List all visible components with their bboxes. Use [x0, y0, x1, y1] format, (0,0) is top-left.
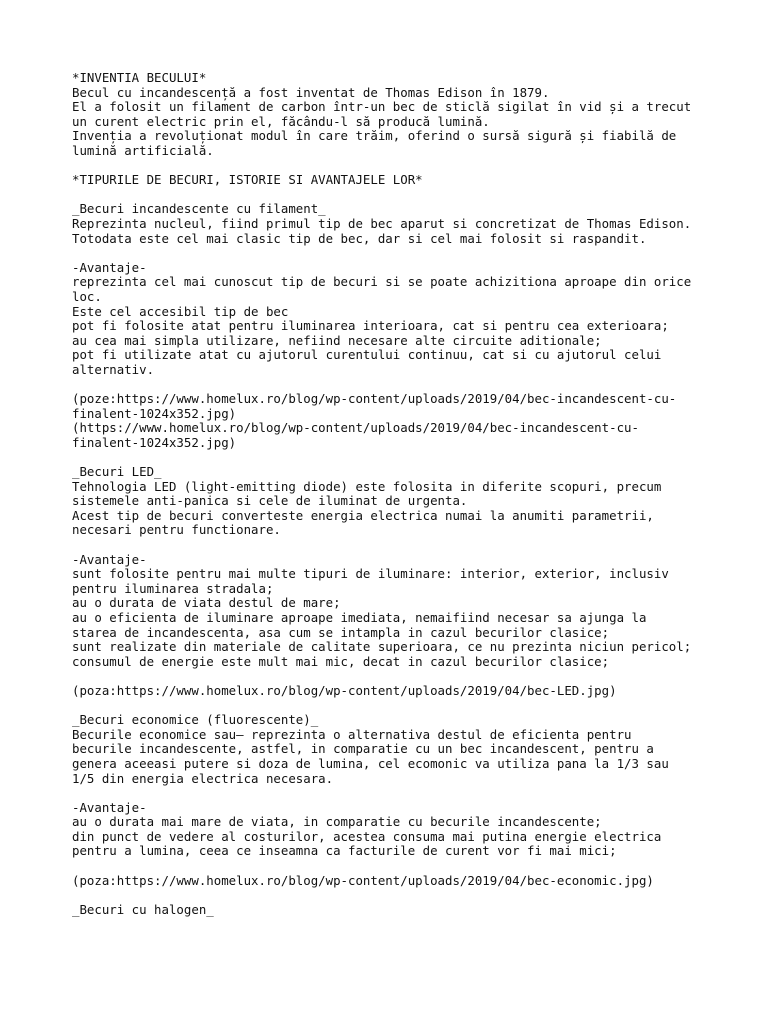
blank-line — [72, 888, 702, 903]
text-line: sunt folosite pentru mai multe tipuri de iluminare: interior, exterior, inclusiv — [72, 566, 669, 582]
blank-line — [72, 377, 702, 392]
text-line: sistemele anti-panica si cele de iluminat de urgenta. — [72, 493, 468, 509]
text-line: alternativ. — [72, 361, 155, 377]
text-line: sunt realizate din materiale de calitate superioara, ce nu prezinta niciun pericol; — [72, 639, 692, 655]
text-line: (https://www.homelux.ro/blog/wp-content/uploads/2019/04/bec-incandescent-cu- — [72, 420, 639, 436]
text-line: *INVENTIA BECULUI* — [72, 70, 207, 85]
blank-line — [72, 786, 702, 801]
blank-line — [72, 859, 702, 874]
text-line: pot fi folosite atat pentru iluminarea interioara, cat si pentru cea exterioara; — [72, 318, 669, 334]
text-line: (poze:https://www.homelux.ro/blog/wp-content/uploads/2019/04/bec-incandescent-cu- — [72, 391, 677, 407]
text-line: (poza:https://www.homelux.ro/blog/wp-content/uploads/2019/04/bec-economic.jpg) — [72, 872, 654, 888]
text-line: pentru a lumina, ceea ce inseamna ca facturile de curent vor fi mai mici; — [72, 843, 617, 859]
text-line: necesari pentru functionare. — [72, 522, 281, 538]
text-line: (poza:https://www.homelux.ro/blog/wp-content/uploads/2019/04/bec-LED.jpg) — [72, 682, 617, 698]
blank-line — [72, 450, 702, 465]
text-line: Becurile economice sau– reprezinta o alternativa destul de eficienta pentru — [72, 726, 632, 742]
text-line: _Becuri incandescente cu filament_ — [72, 201, 326, 217]
text-line: Totodata este cel mai clasic tip de bec, dar si cel mai folosit si raspandit. — [72, 230, 647, 246]
text-line: -Avantaje- — [72, 551, 147, 567]
text-line: Este cel accesibil tip de bec — [72, 303, 289, 319]
blank-line — [72, 669, 702, 684]
text-line: reprezinta cel mai cunoscut tip de becuri si se poate achizitiona aproape din orice — [72, 274, 692, 290]
text-line: _Becuri cu halogen_ — [72, 901, 214, 917]
text-line: finalent-1024x352.jpg) — [72, 405, 237, 421]
text-line: din punct de vedere al costurilor, acestea consuma mai putina energie electrica — [72, 828, 662, 844]
text-line: starea de incandescenta, asa cum se intampla in cazul becurilor clasice; — [72, 624, 610, 640]
blank-line — [72, 188, 702, 203]
text-line: becurile incandescente, astfel, in comparatie cu un bec incandescent, pentru a — [72, 741, 654, 757]
text-line: 1/5 din energia electrica necesara. — [72, 770, 334, 786]
blank-line — [72, 246, 702, 261]
text-line: _Becuri LED_ — [72, 464, 162, 480]
text-line: Invenția a revoluționat modul în care trăim, oferind o sursă sigură și fiabilă de — [72, 128, 677, 144]
text-line: *TIPURILE DE BECURI, ISTORIE SI AVANTAJELE LOR* — [72, 172, 423, 188]
text-line: Acest tip de becuri converteste energia electrica numai la anumiti parametrii, — [72, 507, 654, 523]
text-line: -Avantaje- — [72, 259, 147, 275]
text-line: pentru iluminarea stradala; — [72, 580, 274, 596]
text-line: Tehnologia LED (light-emitting diode) este folosita in diferite scopuri, precum — [72, 478, 662, 494]
text-line: au o eficienta de iluminare aproape imediata, nemaifiind necesar sa ajunga la — [72, 609, 647, 625]
text-line: _Becuri economice (fluorescente)_ — [72, 712, 319, 728]
text-line: finalent-1024x352.jpg) — [72, 434, 237, 450]
text-line: au o durata de viata destul de mare; — [72, 595, 341, 611]
blank-line — [72, 159, 702, 174]
text-line: un curent electric prin el, făcându-l să producă lumină. — [72, 113, 490, 129]
text-line: loc. — [72, 288, 102, 304]
text-line: El a folosit un filament de carbon într-un bec de sticlă sigilat în vid și a trecut — [72, 99, 692, 115]
text-line: au o durata mai mare de viata, in comparatie cu becurile incandescente; — [72, 814, 602, 830]
blank-line — [72, 699, 702, 714]
text-line: au cea mai simpla utilizare, nefiind necesare alte circuite aditionale; — [72, 332, 602, 348]
blank-line — [72, 538, 702, 553]
document-body — [72, 71, 702, 917]
text-line: lumină artificială. — [72, 142, 214, 158]
text-line: pot fi utilizate atat cu ajutorul curentului continuu, cat si cu ajutorul celui — [72, 347, 662, 363]
text-line: Reprezinta nucleul, fiind primul tip de bec aparut si concretizat de Thomas Edison. — [72, 215, 692, 231]
text-line: genera aceeasi putere si doza de lumina, cel ecomonic va utiliza pana la 1/3 sau — [72, 755, 669, 771]
text-line: Becul cu incandescență a fost inventat de Thomas Edison în 1879. — [72, 84, 550, 100]
text-line: consumul de energie este mult mai mic, decat in cazul becurilor clasice; — [72, 653, 610, 669]
text-line: -Avantaje- — [72, 799, 147, 815]
